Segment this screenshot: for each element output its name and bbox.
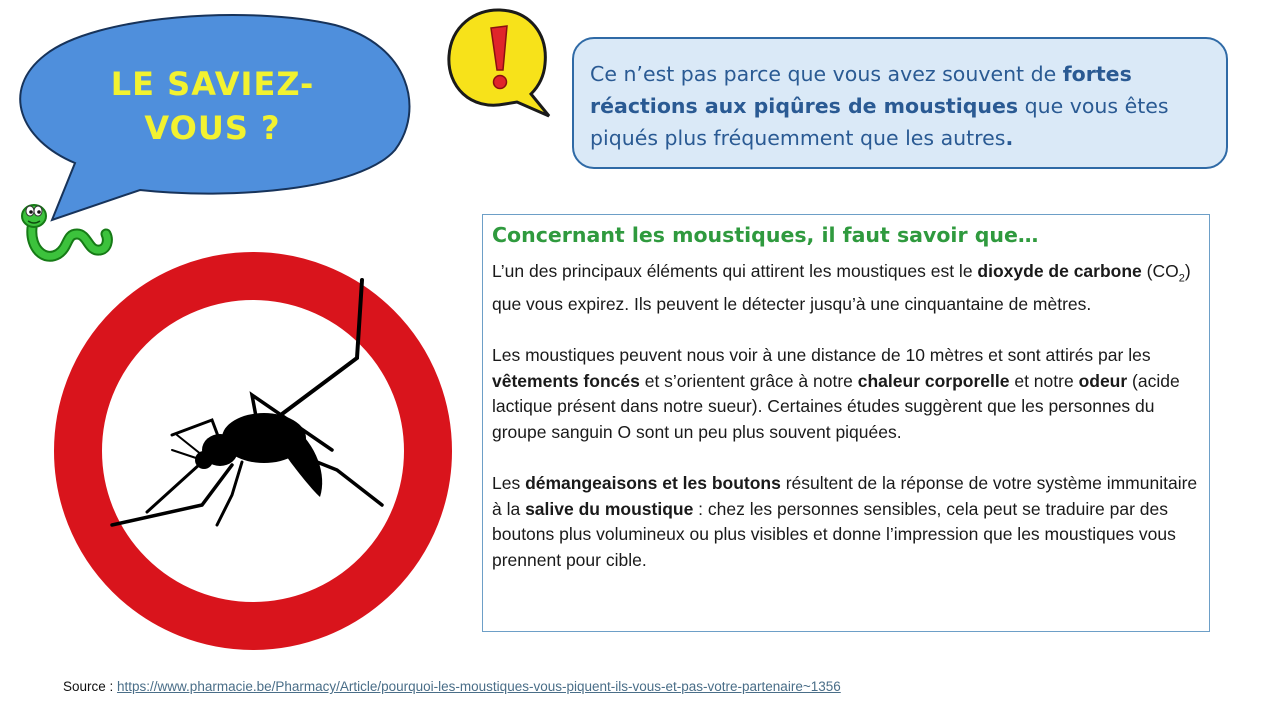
exclamation-bubble-icon — [445, 6, 555, 118]
p2-bold-clothes: vêtements foncés — [492, 370, 640, 391]
p1-text-1: L’un des principaux éléments qui attirent les moustiques est le — [492, 261, 978, 281]
p2-text-3: et notre — [1009, 370, 1079, 391]
p2-bold-odor: odeur — [1078, 370, 1128, 391]
p3-bold-saliva: salive du moustique — [525, 498, 694, 519]
p3-bold-itching: démangeaisons et les boutons — [525, 473, 781, 494]
p3-text-1: Les — [492, 473, 526, 494]
info-panel-title: Concernant les moustiques, il faut savoir que… — [492, 223, 1039, 247]
p2-text-4: (acide lactique présent dans notre sueur). Certaines études suggèrent que les personnes du groupe sanguin O sont un peu plus souvent piquées. — [492, 370, 1180, 443]
bubble-heading — [95, 62, 330, 150]
p2-bold-heat: chaleur corporelle — [857, 370, 1010, 391]
no-mosquito-sign-icon — [52, 250, 454, 652]
p1-text-2: (CO — [1141, 261, 1179, 281]
source-line — [63, 679, 841, 694]
p3-text-2: résultent de la réponse de votre système immunitaire à la — [492, 473, 1198, 519]
fact-callout — [572, 37, 1228, 169]
info-panel — [482, 214, 1210, 632]
fact-period: . — [1005, 126, 1014, 150]
p3-text-3: : chez les personnes sensibles, cela peut se traduire par des boutons plus volumineux ou plus visibles et donne l’impression que les moustiques vous prennent pour cible. — [492, 498, 1176, 571]
fact-text-end: que vous êtes piqués plus fréquemment que les autres — [590, 94, 1169, 150]
bubble-heading-line1: LE SAVIEZ- — [110, 65, 315, 103]
p2-text-2: et s’orientent grâce à notre — [639, 370, 858, 391]
paragraph-co2 — [492, 259, 1199, 318]
bubble-heading-line2: VOUS ? — [144, 109, 281, 147]
fact-text-start: Ce n’est pas parce que vous avez souvent de — [590, 62, 1063, 86]
source-label: Source : — [63, 679, 118, 694]
source-link[interactable]: https://www.pharmacie.be/Pharmacy/Article/pourquoi-les-moustiques-vous-piquent-ils-vous-et-pas-votre-partenaire~1356 — [117, 679, 841, 694]
p1-subscript: 2 — [1178, 272, 1185, 285]
p2-text-1: Les moustiques peuvent nous voir à une distance de 10 mètres et sont attirés par les — [492, 345, 1151, 366]
paragraph-attraction — [492, 343, 1199, 445]
p1-text-3: ) que vous expirez. Ils peuvent le détecter jusqu’à une cinquantaine de mètres. — [492, 261, 1191, 315]
paragraph-itching — [492, 471, 1199, 573]
fact-highlight: fortes réactions aux piqûres de moustiques — [590, 62, 1132, 118]
p1-bold-co2: dioxyde de carbone — [977, 261, 1142, 281]
